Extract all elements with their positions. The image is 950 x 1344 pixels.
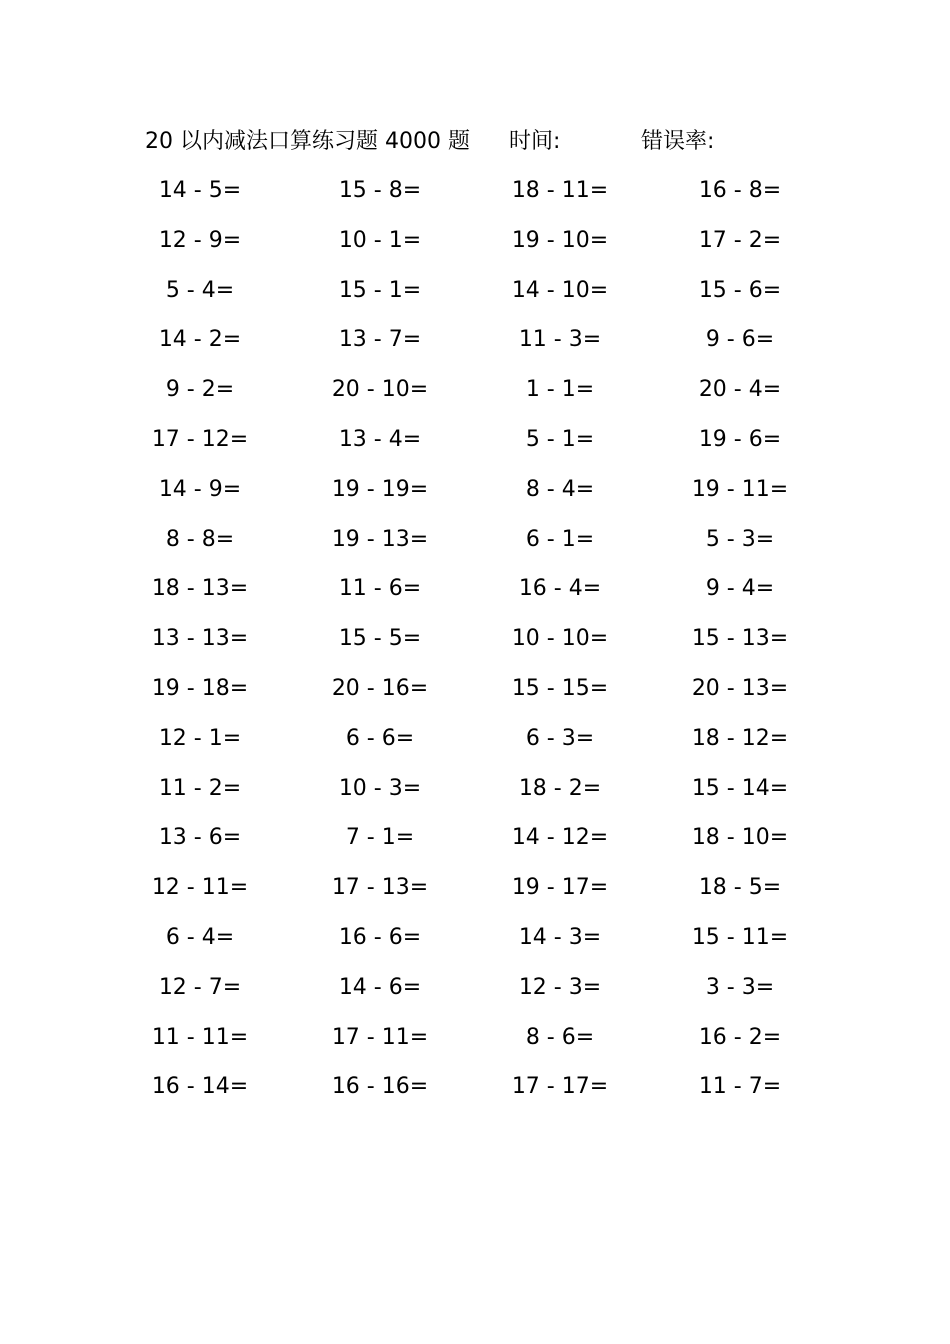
problem-cell: 8 - 4= (525, 476, 595, 502)
problem-row (130, 467, 830, 517)
problem-cell: 18 - 12= (691, 725, 789, 751)
problem-cell: 19 - 13= (331, 526, 429, 552)
problem-cell: 8 - 6= (525, 1024, 595, 1050)
problem-cell: 9 - 4= (705, 576, 775, 602)
problem-cell: 14 - 5= (158, 178, 242, 203)
problem-cell: 15 - 5= (338, 626, 422, 652)
problem-cell: 10 - 1= (338, 227, 422, 253)
problem-row (130, 1015, 830, 1065)
problem-row (130, 566, 830, 616)
problem-cell: 18 - 5= (698, 875, 782, 901)
problem-cell: 13 - 7= (338, 327, 422, 353)
problem-cell: 3 - 3= (705, 974, 775, 1000)
problem-cell: 11 - 7= (698, 1074, 782, 1100)
problem-cell: 6 - 1= (525, 526, 595, 552)
problem-cell: 12 - 3= (518, 974, 602, 1000)
problem-cell: 19 - 10= (511, 227, 609, 253)
problem-cell: 11 - 11= (151, 1024, 249, 1050)
problem-row (130, 666, 830, 716)
problem-cell: 14 - 2= (158, 327, 242, 353)
problem-cell: 5 - 3= (705, 526, 775, 552)
problem-row (130, 766, 830, 816)
problem-cell: 17 - 17= (511, 1074, 609, 1100)
problem-cell: 18 - 2= (518, 775, 602, 801)
problem-cell: 16 - 16= (331, 1074, 429, 1100)
problem-cell: 15 - 6= (698, 277, 782, 303)
problem-cell: 6 - 3= (525, 725, 595, 751)
error-rate-label: 错误率: (641, 129, 715, 154)
problem-cell: 1 - 1= (525, 377, 595, 403)
problem-cell: 6 - 6= (345, 725, 415, 751)
problem-cell: 16 - 4= (518, 576, 602, 602)
problem-cell: 15 - 11= (691, 924, 789, 950)
problem-cell: 5 - 1= (525, 426, 595, 452)
problem-cell: 14 - 9= (158, 476, 242, 502)
problem-row (130, 616, 830, 666)
problem-row (130, 915, 830, 965)
problem-cell: 11 - 2= (158, 775, 242, 801)
problem-cell: 17 - 12= (151, 426, 249, 452)
problem-grid (130, 168, 830, 1114)
problem-row (130, 268, 830, 318)
problem-cell: 9 - 2= (165, 377, 235, 403)
problem-cell: 8 - 8= (165, 526, 235, 552)
problem-cell: 13 - 6= (158, 825, 242, 851)
problem-cell: 15 - 14= (691, 775, 789, 801)
problem-cell: 10 - 3= (338, 775, 422, 801)
problem-cell: 12 - 7= (158, 974, 242, 1000)
problem-row (130, 417, 830, 467)
problem-cell: 15 - 13= (691, 626, 789, 652)
problem-row (130, 317, 830, 367)
problem-cell: 18 - 13= (151, 576, 249, 602)
problem-cell: 13 - 13= (151, 626, 249, 652)
time-label: 时间: (509, 129, 561, 154)
problem-cell: 20 - 16= (331, 675, 429, 701)
problem-cell: 5 - 4= (165, 277, 235, 303)
problem-cell: 7 - 1= (345, 825, 415, 851)
problem-cell: 15 - 1= (338, 277, 422, 303)
problem-row (130, 168, 830, 218)
problem-cell: 17 - 11= (331, 1024, 429, 1050)
problem-cell: 16 - 2= (698, 1024, 782, 1050)
problem-row (130, 1064, 830, 1114)
problem-cell: 12 - 11= (151, 875, 249, 901)
problem-cell: 19 - 18= (151, 675, 249, 701)
problem-cell: 9 - 6= (705, 327, 775, 353)
problem-cell: 20 - 10= (331, 377, 429, 403)
problem-row (130, 367, 830, 417)
problem-cell: 13 - 4= (338, 426, 422, 452)
problem-row (130, 716, 830, 766)
problem-cell: 15 - 15= (511, 675, 609, 701)
problem-cell: 18 - 10= (691, 825, 789, 851)
problem-cell: 11 - 6= (338, 576, 422, 602)
problem-cell: 17 - 2= (698, 227, 782, 253)
problem-cell: 19 - 6= (698, 426, 782, 452)
problem-cell: 16 - 14= (151, 1074, 249, 1100)
problem-row (130, 218, 830, 268)
problem-cell: 14 - 12= (511, 825, 609, 851)
problem-row (130, 517, 830, 567)
problem-row (130, 865, 830, 915)
problem-cell: 14 - 6= (338, 974, 422, 1000)
problem-cell: 6 - 4= (165, 924, 235, 950)
problem-cell: 18 - 11= (511, 178, 609, 203)
problem-cell: 12 - 1= (158, 725, 242, 751)
problem-cell: 15 - 8= (338, 178, 422, 203)
problem-cell: 19 - 17= (511, 875, 609, 901)
problem-cell: 19 - 19= (331, 476, 429, 502)
problem-cell: 14 - 10= (511, 277, 609, 303)
problem-cell: 11 - 3= (518, 327, 602, 353)
problem-cell: 10 - 10= (511, 626, 609, 652)
problem-cell: 14 - 3= (518, 924, 602, 950)
problem-cell: 20 - 4= (698, 377, 782, 403)
worksheet-header (145, 125, 845, 159)
problem-cell: 19 - 11= (691, 476, 789, 502)
worksheet-title: 20 以内减法口算练习题 4000 题 (145, 129, 470, 154)
problem-row (130, 965, 830, 1015)
problem-row (130, 815, 830, 865)
problem-cell: 20 - 13= (691, 675, 789, 701)
problem-cell: 16 - 8= (698, 178, 782, 203)
problem-cell: 16 - 6= (338, 924, 422, 950)
problem-cell: 12 - 9= (158, 227, 242, 253)
problem-cell: 17 - 13= (331, 875, 429, 901)
